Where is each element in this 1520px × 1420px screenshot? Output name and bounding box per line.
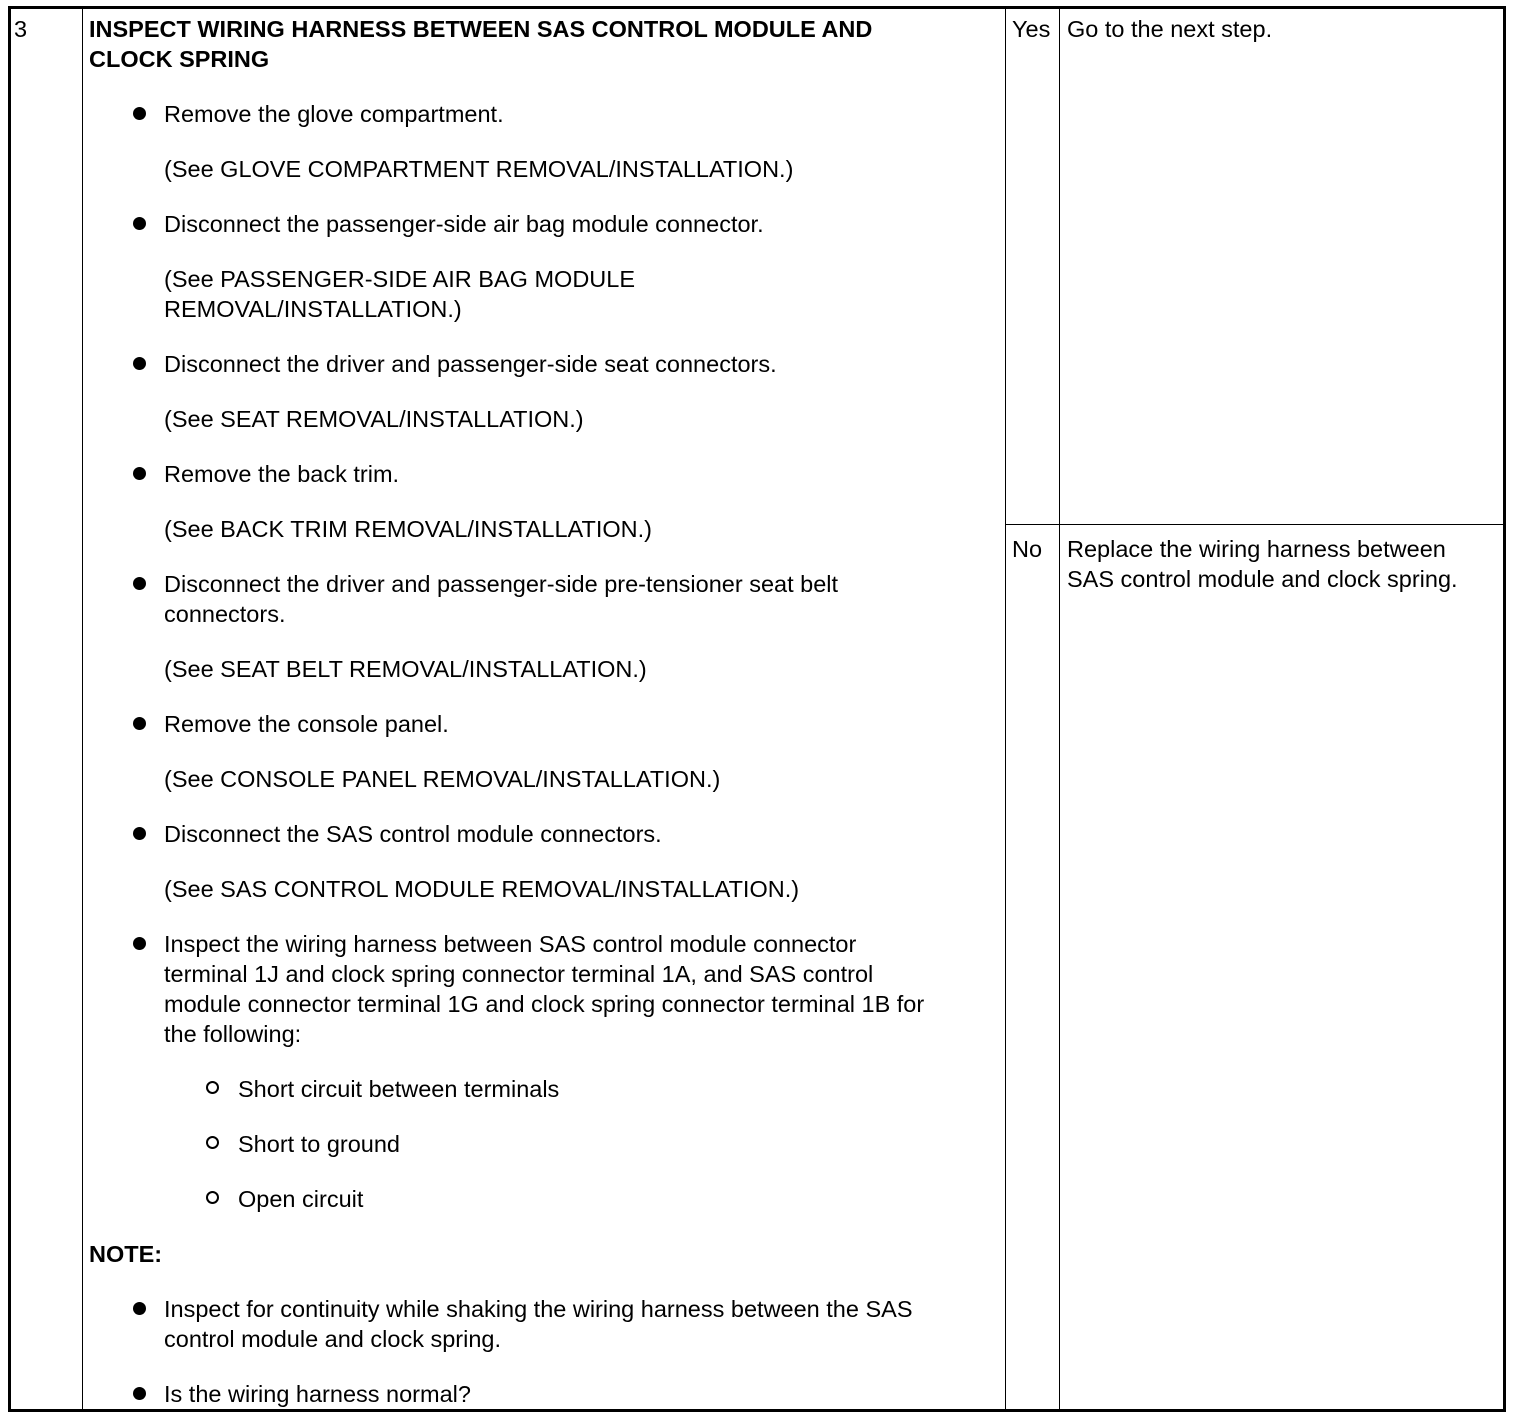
bullet-icon <box>133 1387 146 1400</box>
procedure-step: Disconnect the passenger-side air bag module connector. <box>164 211 764 237</box>
step-number: 3 <box>14 16 28 42</box>
bullet-icon <box>133 577 146 590</box>
procedure-reference: (See SEAT REMOVAL/INSTALLATION.) <box>164 406 584 432</box>
no-label: No <box>1012 536 1043 562</box>
sub-bullet-icon <box>206 1191 219 1204</box>
no-action-line-1: Replace the wiring harness between <box>1067 536 1446 562</box>
procedure-step: Remove the back trim. <box>164 461 400 487</box>
procedure-step: module connector terminal 1G and clock spring connector terminal 1B for <box>164 991 925 1017</box>
sub-bullet-icon <box>206 1136 219 1149</box>
note-item: Inspect for continuity while shaking the wiring harness between the SAS <box>164 1296 913 1322</box>
bullet-icon <box>133 357 146 370</box>
bullet-icon <box>133 717 146 730</box>
procedure-step: Disconnect the SAS control module connectors. <box>164 821 662 847</box>
procedure-step: Disconnect the driver and passenger-side pre-tensioner seat belt <box>164 571 839 597</box>
procedure-reference: (See CONSOLE PANEL REMOVAL/INSTALLATION.) <box>164 766 721 792</box>
procedure-reference: REMOVAL/INSTALLATION.) <box>164 296 462 322</box>
yes-label: Yes <box>1012 16 1051 42</box>
yes-action: Go to the next step. <box>1067 16 1273 42</box>
procedure-reference: (See GLOVE COMPARTMENT REMOVAL/INSTALLATION.) <box>164 156 794 182</box>
procedure-step: terminal 1J and clock spring connector terminal 1A, and SAS control <box>164 961 874 987</box>
column-divider-step <box>82 8 83 1411</box>
bullet-icon <box>133 107 146 120</box>
bullet-icon <box>133 1302 146 1315</box>
procedure-reference: (See PASSENGER-SIDE AIR BAG MODULE <box>164 266 635 292</box>
result-row-divider <box>1005 524 1506 525</box>
procedure-reference: (See BACK TRIM REMOVAL/INSTALLATION.) <box>164 516 652 542</box>
question: Is the wiring harness normal? <box>164 1381 471 1407</box>
inspection-item: Short to ground <box>238 1131 400 1157</box>
inspection-item: Open circuit <box>238 1186 364 1212</box>
procedure-step: the following: <box>164 1021 302 1047</box>
column-divider-procedure <box>1005 8 1006 1411</box>
procedure-step: Remove the glove compartment. <box>164 101 504 127</box>
bullet-icon <box>133 467 146 480</box>
note-item: control module and clock spring. <box>164 1326 502 1352</box>
procedure-step: Disconnect the driver and passenger-side seat connectors. <box>164 351 777 377</box>
note-label: NOTE: <box>89 1241 163 1267</box>
bullet-icon <box>133 827 146 840</box>
procedure-reference: (See SAS CONTROL MODULE REMOVAL/INSTALLATION.) <box>164 876 800 902</box>
bullet-icon <box>133 217 146 230</box>
procedure-step: Inspect the wiring harness between SAS control module connector <box>164 931 857 957</box>
procedure-step: connectors. <box>164 601 286 627</box>
column-divider-result <box>1059 8 1060 1411</box>
sub-bullet-icon <box>206 1081 219 1094</box>
step-title-line-2: CLOCK SPRING <box>89 46 270 72</box>
inspection-item: Short circuit between terminals <box>238 1076 560 1102</box>
bullet-icon <box>133 937 146 950</box>
procedure-step: Remove the console panel. <box>164 711 449 737</box>
step-title-line-1: INSPECT WIRING HARNESS BETWEEN SAS CONTROL MODULE AND <box>89 16 873 42</box>
no-action-line-2: SAS control module and clock spring. <box>1067 566 1458 592</box>
procedure-reference: (See SEAT BELT REMOVAL/INSTALLATION.) <box>164 656 647 682</box>
